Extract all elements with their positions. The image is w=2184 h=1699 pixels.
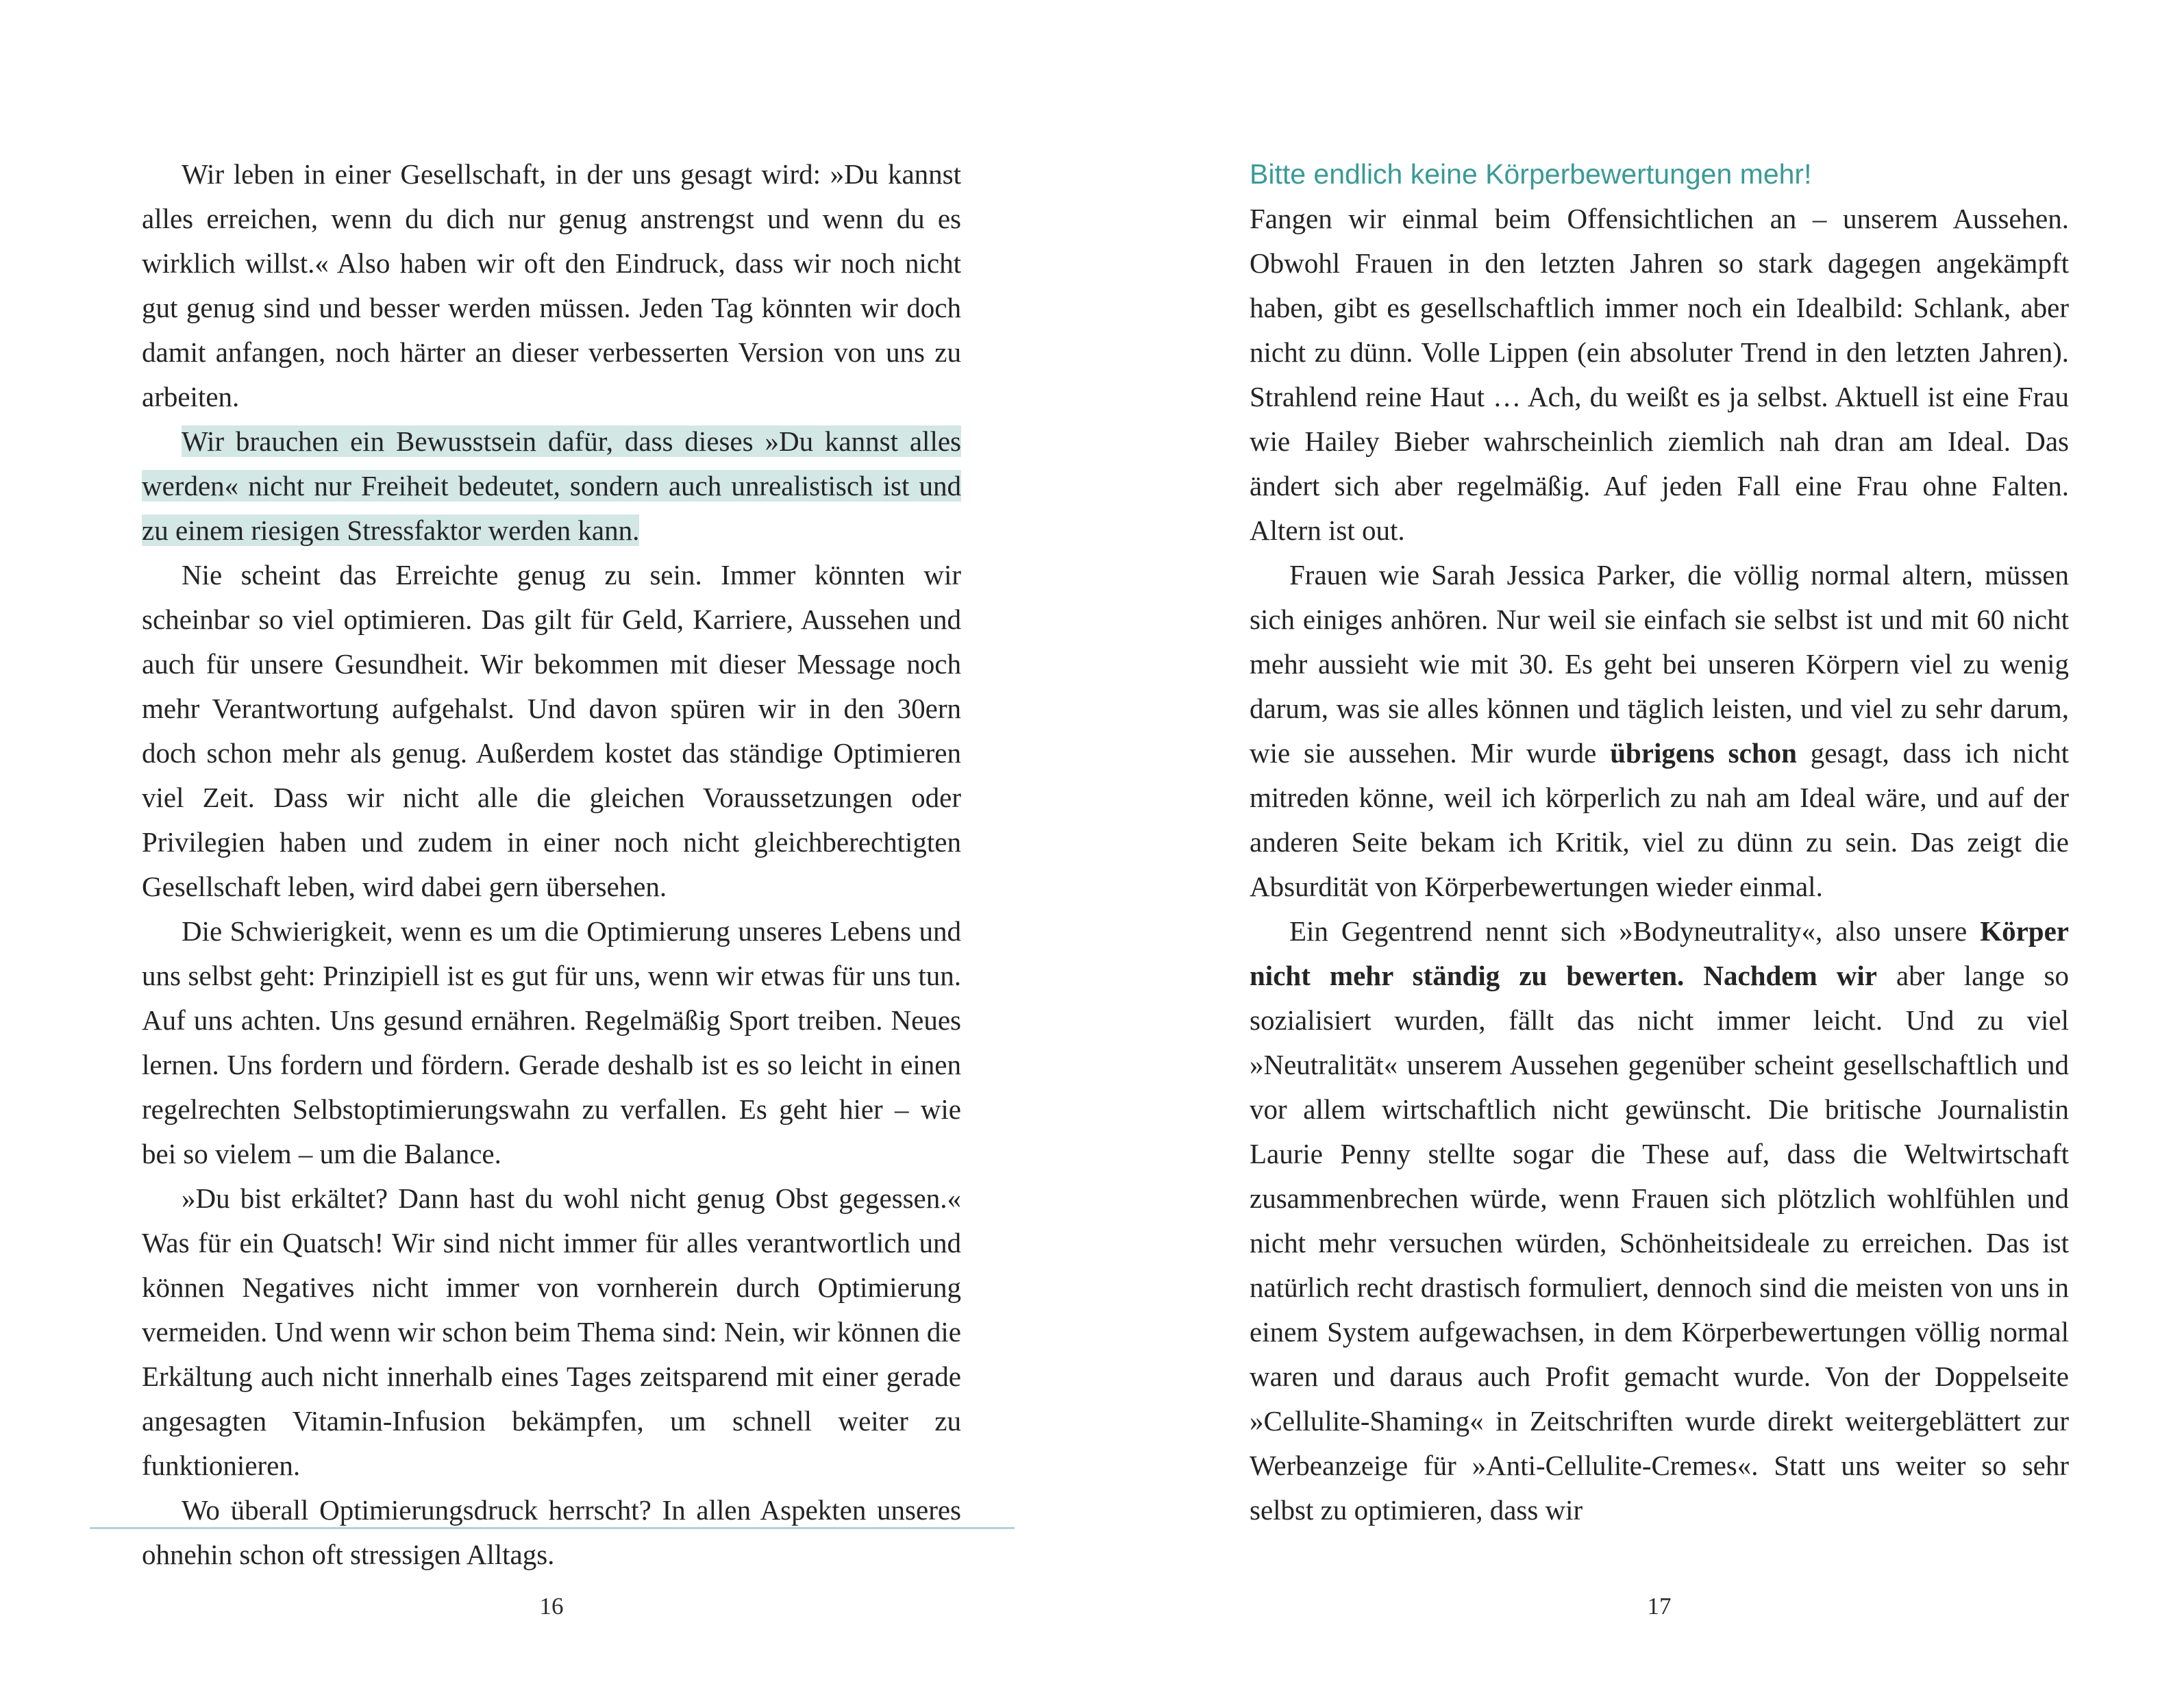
page-number-right: 17 [1647,1593,1672,1620]
paragraph: Wir leben in einer Gesellschaft, in der uns gesagt wird: »Du kannst alles erreichen, wenn du dich nur genug anstrengst und wenn du es wirklich willst.« Also haben wir oft den Eindruck, dass wir noch nicht gut genug sind und besser werden müssen. Jeden Tag könnten wir doch damit anfangen, noch härter an dieser verbesserten Version von uns zu arbeiten. [142,158,961,412]
paragraph-highlighted: Wir brauchen ein Bewusstsein dafür, dass dieses »Du kannst alles werden« nicht nur Freiheit bedeutet, sondern auch unrealistisch ist und zu einem riesigen Stressfaktor werden kann. [142,425,961,546]
paragraph: Ein Gegentrend nennt sich »Bodyneutrality«, also unsere Körper nicht mehr ständig zu bewerten. Nachdem wir aber lange so sozialisiert wurden, fällt das nicht immer leicht. Und zu viel »Neutralität« unserem Aussehen gegenüber scheint gesellschaftlich und vor allem wirtschaftlich nicht gewünscht. Die britische Journalistin Laurie Penny stellte sogar die These auf, dass die Weltwirtschaft zusammenbrechen würde, wenn Frauen sich plötzlich wohlfühlen und nicht mehr versuchen würden, Schönheitsideale zu erreichen. Das ist natürlich recht drastisch formuliert, dennoch sind die meisten von uns in einem System aufgewachsen, in dem Körperbewertungen völlig normal waren und daraus auch Profit gemacht wurde. Von der Doppelseite »Cellulite-Shaming« in Zeitschriften wurde direkt weitergeblättert zur Werbeanzeige für »Anti-Cellulite-Cremes«. Statt uns weiter so sehr selbst zu optimieren, dass wir [1250,915,2069,1526]
paragraph: Frauen wie Sarah Jessica Parker, die völlig normal altern, müssen sich einiges anhören. Nur weil sie einfach sie selbst ist und mit 60 nicht mehr aussieht wie mit 30. Es geht bei unseren Körpern viel zu wenig darum, was sie alles können und täglich leisten, und viel zu sehr darum, wie sie aussehen. Mir wurde übrigens schon gesagt, dass ich nicht mitreden könne, weil ich körperlich zu nah am Ideal wäre, und auf der anderen Seite bekam ich Kritik, viel zu dünn zu sein. Das zeigt die Absurdität von Körperbewertungen wieder einmal. [1250,559,2069,902]
paragraph: Fangen wir einmal beim Offensichtlichen an – unserem Aussehen. Obwohl Frauen in den letzten Jahren so stark dagegen angekämpft haben, gibt es gesellschaftlich immer noch ein Idealbild: Schlank, aber nicht zu dünn. Volle Lippen (ein absoluter Trend in den letzten Jahren). Strahlend reine Haut … Ach, du weißt es ja selbst. Aktuell ist eine Frau wie Hailey Bieber wahrscheinlich ziemlich nah dran am Ideal. Das ändert sich aber regelmäßig. Auf jeden Fall eine Frau ohne Falten. Altern ist out. [1250,203,2069,546]
section-heading: Bitte endlich keine Körperbewertungen mehr! [1250,158,1812,190]
page-right [1250,152,2069,1533]
paragraph: Nie scheint das Erreichte genug zu sein. Immer könnten wir scheinbar so viel optimieren. Das gilt für Geld, Karriere, Aussehen und auch für unsere Gesundheit. Wir bekommen mit dieser Message noch mehr Verantwortung aufgehalst. Und davon spüren wir in den 30ern doch schon mehr als genug. Außerdem kostet das ständige Optimieren viel Zeit. Dass wir nicht alle die gleichen Voraussetzungen oder Privilegien haben und zudem in einer noch nicht gleichberechtigten Gesellschaft leben, wird dabei gern übersehen. [142,559,961,902]
page-number-left: 16 [539,1593,564,1620]
paragraph-underlined: Wo überall Optimierungsdruck herrscht? In allen Aspekten unseres ohnehin schon oft stressigen Alltags. [142,1488,961,1577]
paragraph: »Du bist erkältet? Dann hast du wohl nicht genug Obst gegessen.« Was für ein Quatsch! Wir sind nicht immer für alles verantwortlich und können Negatives nicht immer von vornherein durch Optimierung vermeiden. Und wenn wir schon beim Thema sind: Nein, wir können die Erkältung auch nicht innerhalb eines Tages zeitsparend mit einer gerade angesagten Vitamin-Infusion bekämpfen, um schnell weiter zu funktionieren. [142,1182,961,1481]
paragraph: Die Schwierigkeit, wenn es um die Optimierung unseres Lebens und uns selbst geht: Prinzipiell ist es gut für uns, wenn wir etwas für uns tun. Auf uns achten. Uns gesund ernähren. Regelmäßig Sport treiben. Neues lernen. Uns fordern und fördern. Gerade deshalb ist es so leicht in einen regelrechten Selbstoptimierungswahn zu verfallen. Es geht hier – wie bei so vielem – um die Balance. [142,915,961,1169]
underline-mark [90,1527,1015,1529]
page-left [142,152,961,1577]
